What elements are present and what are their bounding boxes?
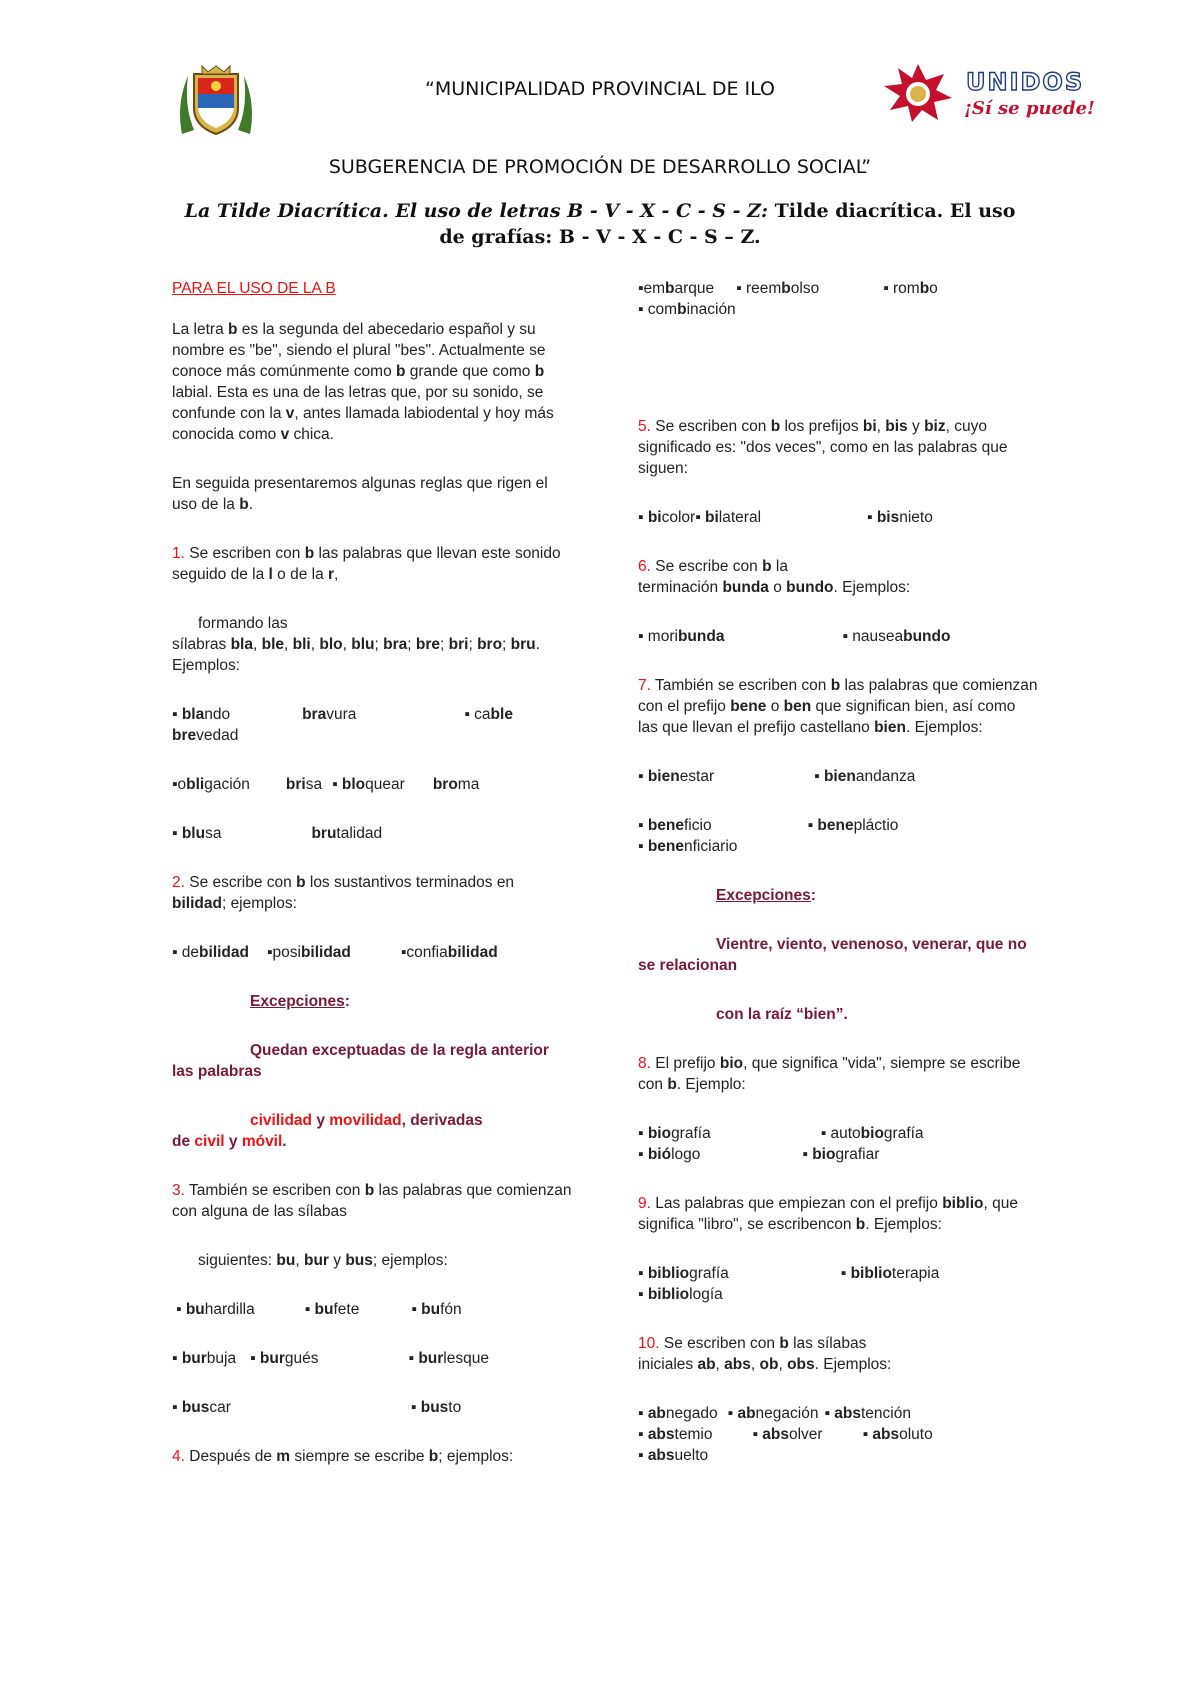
exceptions-text: Quedan exceptuadas de la regla anterior las palabras	[172, 1042, 549, 1080]
rule-2: 2. Se escribe con b los sustantivos terminados en bilidad; ejemplos:	[172, 874, 515, 912]
subtitle-italic: La Tilde Diacrítica. El uso de letras B - V - X - C - S - Z:	[184, 200, 769, 222]
intro-paragraph: La letra b es la segunda del abecedario español y su nombre es "be", siendo el plural "bes". Actualmente se conoce más comúnmente como b grande que como b labial. Esta es una de las letras que, por su sonido, se confunde con la v, antes llamada labiodental y hoy más conocida como v chica.	[172, 321, 554, 443]
left-column	[172, 278, 572, 1495]
rule-1-syllables: formando las sílabras bla, ble, bli, blo, blu; bra; bre; bri; bro; bru. Ejemplos:	[172, 615, 540, 674]
right-column	[638, 278, 1038, 1494]
rule-10: 10. Se escriben con b las sílabas iniciales ab, abs, ob, obs. Ejemplos:	[638, 1335, 892, 1373]
subgerencia-title: SUBGERENCIA DE PROMOCIÓN DE DESARROLLO SOCIAL”	[328, 156, 872, 178]
rule-3-examples-a: ▪ buhardilla ▪ bufete ▪ bufón	[176, 1301, 462, 1318]
unidos-logo-text: UNIDOS	[966, 68, 1085, 96]
exceptions-text-2: Vientre, viento, venenoso, venerar, que no se relacionan	[638, 936, 1027, 974]
rule-5: 5. Se escriben con b los prefijos bi, bis y biz, cuyo significado es: "dos veces", como en las palabras que siguen:	[638, 418, 1008, 477]
section-heading: PARA EL USO DE LA B	[172, 280, 336, 297]
rule-7-examples-a: ▪ bienestar ▪ bienandanza	[638, 768, 916, 785]
rules-intro: En seguida presentaremos algunas reglas que rigen el uso de la b.	[172, 475, 548, 513]
rule-10-examples: ▪ abnegado ▪ abnegación ▪ abstención ▪ abstemio ▪ absolver ▪ absoluto ▪ absuelto	[638, 1405, 933, 1464]
municipality-title: “MUNICIPALIDAD PROVINCIAL DE ILO	[425, 78, 775, 100]
rule-2-examples: ▪ debilidad ▪posibilidad ▪confiabilidad	[172, 944, 498, 961]
exceptions-heading-2: Excepciones:	[716, 887, 816, 904]
rule-9-examples: ▪ bibliografía ▪ biblioterapia ▪ bibliología	[638, 1265, 940, 1303]
rule-1-examples-b: ▪obligación brisa ▪ bloquear broma	[172, 776, 480, 793]
rule-3-syllables: siguientes: bu, bur y bus; ejemplos:	[198, 1252, 448, 1269]
rule-6-examples: ▪ moribunda ▪ nauseabundo	[638, 628, 951, 645]
rule-8-examples: ▪ biografía ▪ autobiografía ▪ biólogo ▪ biografiar	[638, 1125, 924, 1163]
rule-4: 4. Después de m siempre se escribe b; ejemplos:	[172, 1448, 514, 1465]
rule-3-examples-c: ▪ buscar ▪ busto	[172, 1399, 462, 1416]
subtitle-normal: Tilde diacrítica. El uso de grafías: B - V - X - C - S – Z.	[439, 200, 1016, 248]
rule-8: 8. El prefijo bio, que significa "vida", siempre se escribe con b. Ejemplo:	[638, 1055, 1021, 1093]
rule-3-examples-b: ▪ burbuja ▪ burgués ▪ burlesque	[172, 1350, 489, 1367]
rule-1-examples-a: ▪ blando bravura ▪ cable brevedad	[172, 706, 513, 744]
rule-4-examples: ▪embarque ▪ reembolso ▪ rombo ▪ combinación	[638, 280, 938, 318]
rule-6: 6. Se escribe con b la terminación bunda o bundo. Ejemplos:	[638, 558, 911, 596]
exceptions-heading: Excepciones:	[250, 993, 350, 1010]
rule-5-examples: ▪ bicolor▪ bilateral ▪ bisnieto	[638, 509, 933, 526]
exceptions-text-3: con la raíz “bien”.	[716, 1006, 848, 1023]
rule-1-examples-c: ▪ blusa brutalidad	[172, 825, 383, 842]
rule-7: 7. También se escriben con b las palabras que comienzan con el prefijo bene o ben que significan bien, así como las que llevan el prefijo castellano bien. Ejemplos:	[638, 677, 1038, 736]
rule-3: 3. También se escriben con b las palabras que comienzan con alguna de las sílabas	[172, 1182, 572, 1220]
document-subtitle	[170, 198, 1030, 250]
rule-1: 1. Se escriben con b las palabras que llevan este sonido seguido de la l o de la r,	[172, 545, 561, 583]
rule-7-examples-b: ▪ beneficio ▪ benepláctio ▪ benenficiario	[638, 817, 899, 855]
municipal-crest-logo	[174, 64, 258, 140]
exceptions-words: civilidad y movilidad, derivadas de civil y móvil.	[172, 1112, 483, 1150]
si-se-puede-text: ¡Sí se puede!	[964, 98, 1095, 119]
rule-9: 9. Las palabras que empiezan con el prefijo biblio, que significa "libro", se escribencon b. Ejemplos:	[638, 1195, 1018, 1233]
